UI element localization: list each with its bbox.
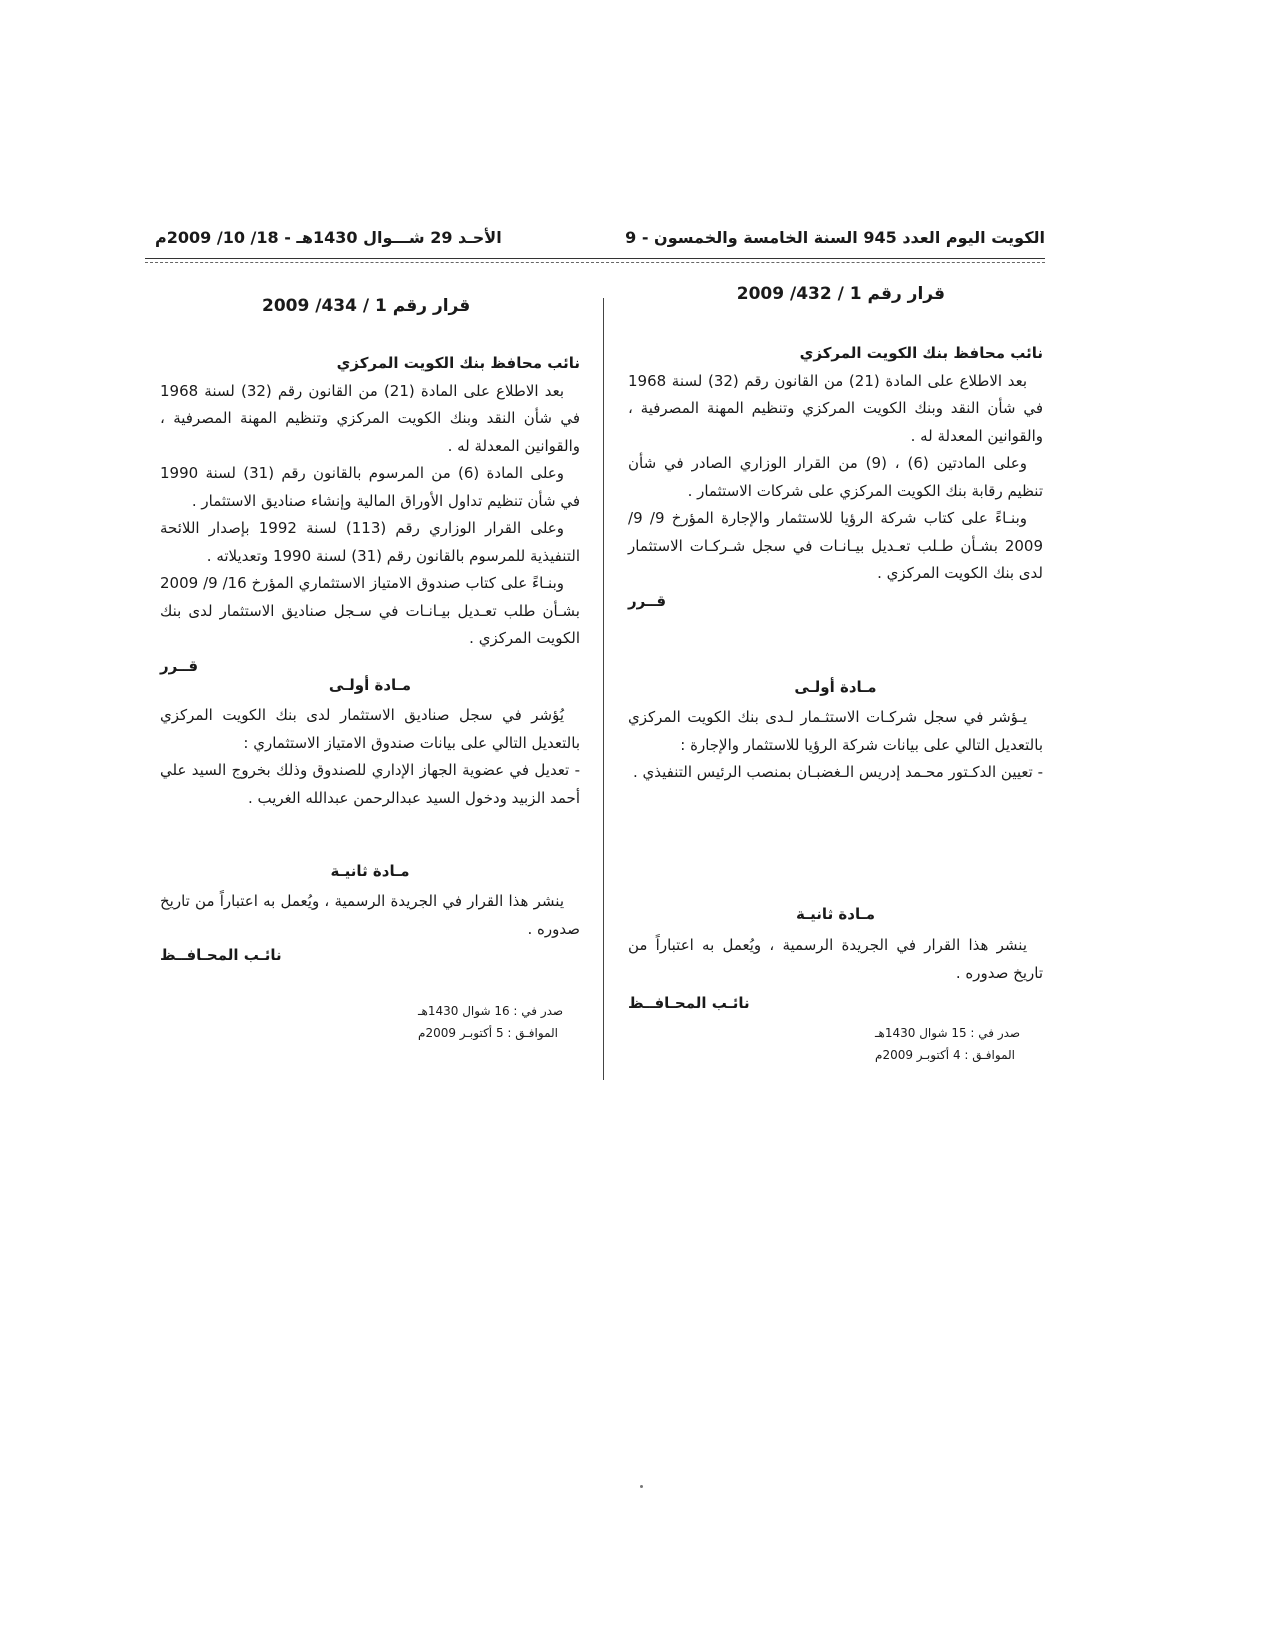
preamble-434-4: وبنـاءً على كتاب صندوق الامتياز الاستثماري المؤرخ 16/ 9/ 2009 بشـأن طلب تعـديل بيـانـات في سـجل صناديق الاستثمار لدى بنك الكويت المركزي . [160,574,580,647]
decision-body-434 [160,350,580,680]
scan-speck [640,1485,643,1488]
issuer-432: نائب محافظ بنك الكويت المركزي [799,344,1043,362]
article2-432 [628,932,1043,987]
article2-434 [160,888,580,943]
article1-item-434: - تعديل في عضوية الجهاز الإداري للصندوق وذلك بخروج السيد علي أحمد الزبيد ودخول السيد عبدالرحمن عبدالله الغريب . [160,761,580,807]
page-header [145,228,1045,258]
decided-432: قــرر [628,591,667,610]
article1-text-432: يـؤشر في سجل شركـات الاستثـمار لـدى بنك الكويت المركزي بالتعديل التالي على بيانات شركة الرؤيا للاستثمار والإجارة : [628,708,1043,754]
article1-434 [160,702,580,812]
preamble-432-2: وعلى المادتين (6) ، (9) من القرار الوزاري الصادر في شأن تنظيم رقابة بنك الكويت المركزي على شركات الاستثمار . [628,454,1043,500]
decision-title-432: قرار رقم 1 / 432/ 2009 [736,284,945,304]
signature-432: نائـب المحـافــظ [628,994,750,1012]
issued-hijri-432: صدر في : 15 شوال 1430هـ [875,1026,1021,1040]
article1-heading-432: مـادة أولـى [794,678,877,696]
column-divider [603,298,604,1080]
article1-item-432: - تعيين الدكـتور محـمد إدريس الـغضبـان بمنصب الرئيس التنفيذي . [632,763,1043,781]
issued-gregorian-434: الموافـق : 5 أكتوبـر 2009م [418,1026,559,1040]
article1-heading-434: مـادة أولـى [328,676,412,694]
issuer-434: نائب محافظ بنك الكويت المركزي [336,354,580,372]
header-rule-dashed [145,262,1045,263]
signature-434: نائـب المحـافــظ [160,946,282,964]
header-date: الأحـد 29 شـــوال 1430هـ - 18/ 10/ 2009م [155,228,502,247]
header-issue-info: الكويت اليوم العدد 945 السنة الخامسة والخمسون - 9 [625,228,1045,247]
preamble-432-3: وبنـاءً على كتاب شركة الرؤيا للاستثمار والإجارة المؤرخ 9/ 9/ 2009 بشـأن طـلب تعـديل بيـانـات في سجل شـركـات الاستثمار لدى بنك الكويت المركزي . [628,509,1043,582]
preamble-434-3: وعلى القرار الوزاري رقم (113) لسنة 1992 بإصدار اللائحة التنفيذية للمرسوم بالقانون رقم (31) لسنة 1990 وتعديلاته . [160,519,580,565]
article2-text-434: ينشر هذا القرار في الجريدة الرسمية ، ويُعمل به اعتباراً من تاريخ صدوره . [160,892,580,938]
issued-hijri-434: صدر في : 16 شوال 1430هـ [418,1004,564,1018]
article1-text-434: يُؤشر في سجل صناديق الاستثمار لدى بنك الكويت المركزي بالتعديل التالي على بيانات صندوق الامتياز الاستثماري : [160,706,580,752]
article1-432 [628,704,1043,787]
issued-gregorian-432: الموافـق : 4 أكتوبـر 2009م [875,1048,1016,1062]
preamble-434-1: بعد الاطلاع على المادة (21) من القانون رقم (32) لسنة 1968 في شأن النقد وبنك الكويت المركزي وتنظيم المهنة المصرفية ، والقوانين المعدلة له . [160,381,580,455]
header-rule [145,258,1045,259]
preamble-432-1: بعد الاطلاع على المادة (21) من القانون رقم (32) لسنة 1968 في شأن النقد وبنك الكويت المركزي وتنظيم المهنة المصرفية ، والقوانين المعدلة له . [628,371,1043,445]
article2-heading-432: مـادة ثانيـة [795,905,876,923]
article2-text-432: ينشر هذا القرار في الجريدة الرسمية ، ويُعمل به اعتباراً من تاريخ صدوره . [628,936,1043,982]
decision-title-434: قرار رقم 1 / 434/ 2009 [262,296,471,316]
article2-heading-434: مـادة ثانيـة [330,862,410,880]
decision-body-432 [628,340,1043,615]
decided-434: قــرر [160,656,199,675]
preamble-434-2: وعلى المادة (6) من المرسوم بالقانون رقم (31) لسنة 1990 في شأن تنظيم تداول الأوراق المالية وإنشاء صناديق الاستثمار . [160,464,580,510]
